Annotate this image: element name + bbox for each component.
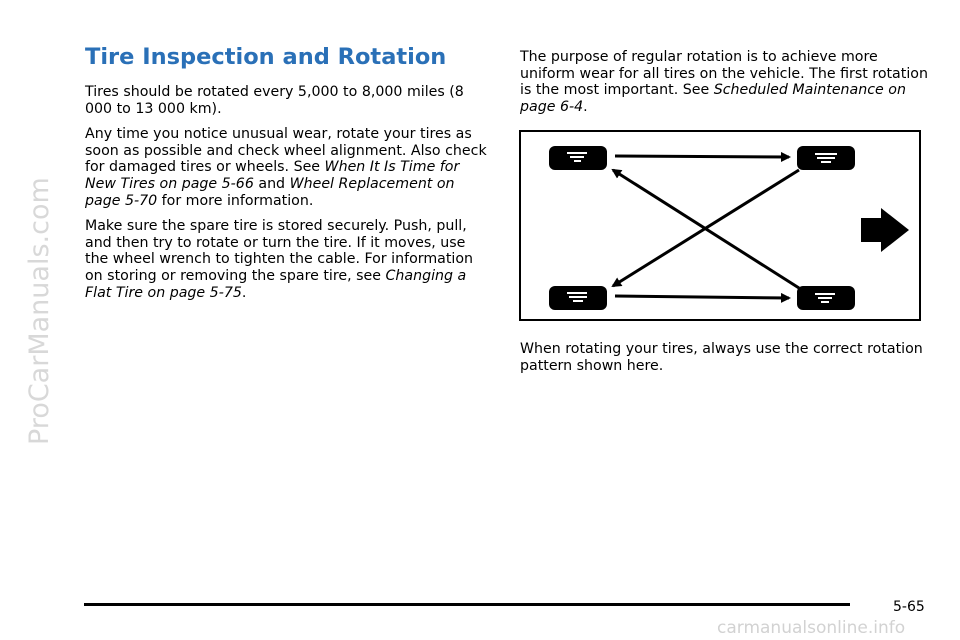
front-direction-arrow-icon	[861, 208, 909, 252]
tire-icon-rear-right	[797, 286, 855, 310]
caption-text: When rotating your tires, always use the correct rotation pattern shown here.	[520, 341, 923, 374]
paragraph-rotation-interval: Tires should be rotated every 5,000 to 8,000 miles (8 000 to 13 000 km).	[85, 84, 464, 117]
page-number: 5-65	[893, 599, 925, 615]
link-changing-flat-tire: Changing a Flat Tire on page 5-75	[85, 267, 467, 301]
paragraph-spare-tire: Make sure the spare tire is stored securely. Push, pull, and then try to rotate or turn the tire. If it moves, use the wheel wrench to tighten the cable. For information on storing or removing the spare tire, see Changing a Flat Tire on page 5-75.	[85, 218, 474, 301]
left-column	[85, 44, 490, 310]
arrow-icon-rear-left-to-rear-right	[615, 296, 789, 298]
diagram-caption	[520, 341, 930, 383]
tire-icon-front-left	[549, 146, 607, 170]
rotation-pattern-svg	[521, 132, 919, 319]
tire-icon-front-right	[797, 146, 855, 170]
tire-icon-rear-left	[549, 286, 607, 310]
link-wheel-replacement: Wheel Replacement on page 5-70	[85, 175, 455, 209]
right-column	[520, 49, 930, 124]
paragraph-unusual-wear: Any time you notice unusual wear, rotate your tires as soon as possible and check wheel alignment. Also check for damaged tires or wheels. See When It Is Time for New Tires on page 5-66 and Wheel Replacement on page 5-70 for more information.	[85, 126, 487, 209]
paragraph-rotation-purpose: The purpose of regular rotation is to achieve more uniform wear for all tires on the vehicle. The first rotation is the most important. See Scheduled Maintenance on page 6-4.	[520, 49, 928, 115]
link-scheduled-maintenance: Scheduled Maintenance on page 6-4	[520, 82, 906, 115]
watermark-carmanualsonline: carmanualsonline.info	[717, 618, 906, 638]
watermark-procarmanuals: ProCarManuals.com	[24, 177, 55, 445]
page-title: Tire Inspection and Rotation	[85, 44, 447, 70]
footer-rule	[84, 603, 850, 606]
link-new-tires: When It Is Time for New Tires on page 5-66	[85, 159, 460, 192]
tire-rotation-diagram	[519, 130, 921, 321]
arrow-icon-front-left-to-front-right	[615, 156, 789, 157]
